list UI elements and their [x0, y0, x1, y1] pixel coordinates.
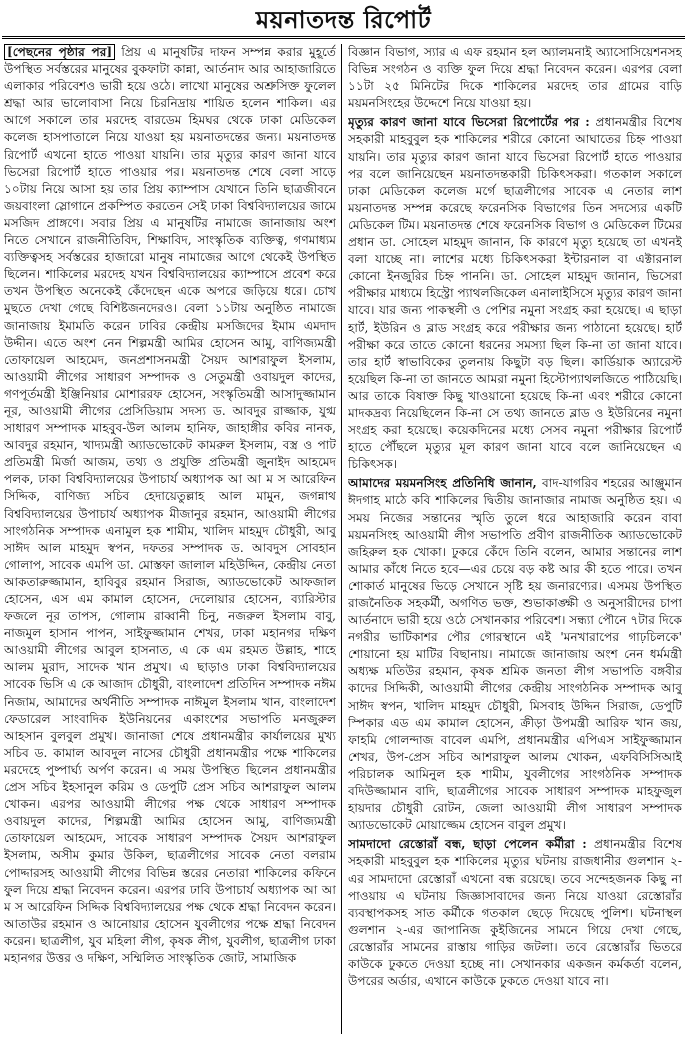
article-paragraph [348, 114, 682, 473]
subhead-kicker: আমাদের ময়মনসিংহ প্রতিনিধি জানান, [348, 476, 537, 491]
continuation-kicker: [পেছনের পৃষ্ঠার পর] [4, 44, 115, 60]
paragraph-text: প্রিয় এ মানুষটির দাফন সম্পন্ন করার মুহূর্তে উপস্থিত সর্বস্তরের মানুষের বুকফাটা কান্না, আর্তনাদ আর আহাজারিতে এলাকার পরিবেশও ভারী হয়ে ওঠে। লাখো মানুষের অশ্রুসিক্ত ফুলেল শ্রদ্ধা আর ভালোবাসা নিয়ে চিরনিদ্রায় শায়িত হলেন শাকিল। এর আগে সকালে তার মরদেহ বারডেম হিমঘর থেকে ঢাকা মেডিকেল কলেজ হাসপাতালে নিয়ে যাওয়া হয় ময়নাতদন্তের জন্য। ময়নাতদন্ত রিপোর্ট এখনো হাতে পাওয়া যায়নি। তার মৃত্যুর কারণ জানা যাবে ভিসেরা রিপোর্ট হাতে পাওয়ার পর। ময়নাতদন্ত শেষে বেলা সাড়ে ১০টায় নিয়ে আসা হয় তার প্রিয় ক্যাম্পাস যেখানে তিনি ছাত্রজীবনে জয়বাংলা স্লোগানে প্রকম্পিত করতেন সেই ঢাকা বিশ্ববিদ্যালয়ের জামে মসজিদ প্রাঙ্গণে। সবার প্রিয় এ মানুষটির নামাজে জানাজায় অংশ নিতে সেখানে রাজনীতিবিদ, শিক্ষাবিদ, সাংস্কৃতিক ব্যক্তিত্ব, গণমাধ্যম ব্যক্তিত্বসহ সর্বস্তরের হাজারো মানুষ নামাজের আগে থেকেই উপস্থিত ছিলেন। শাকিলের মরদেহ যখন বিশ্ববিদ্যালয়ের ক্যাম্পাসে প্রবেশ করে তখন উপস্থিত অনেকেই কেঁদেছেন একে অপরে জড়িয়ে ধরে। চোখ মুছতে দেখা গেছে বিশিষ্টজনদেরও। বেলা ১১টায় অনুষ্ঠিত নামাজে জানাজায় ইমামতি করেন ঢাবির কেন্দ্রীয় মসজিদের ইমাম এমদাদ উদ্দীন। এতে অংশ নেন শিল্পমন্ত্রী আমির হোসেন আমু, বাণিজ্যমন্ত্রী তোফায়েল আহমেদ, জনপ্রশাসনমন্ত্রী সৈয়দ আশরাফুল ইসলাম, আওয়ামী লীগের সাধারণ সম্পাদক ও সেতুমন্ত্রী ওবায়দুল কাদের, গণপূর্তমন্ত্রী ইঞ্জিনিয়ার মোশাররফ হোসেন, সংস্কৃতিমন্ত্রী আসাদুজ্জামান নূর, আওয়ামী লীগের প্রেসিডিয়াম সদস্য ড. আবদুর রাজ্জাক, যুগ্ম সাধারণ সম্পাদক মাহবুব-উল আলম হানিফ, জাহাঙ্গীর কবির নানক, আবদুর রহমান, খাদ্যমন্ত্রী অ্যাডভোকেট কামরুল ইসলাম, বস্ত্র ও পাট প্রতিমন্ত্রী মির্জা আজম, তথ্য ও প্রযুক্তি প্রতিমন্ত্রী জুনাইদ আহমেদ পলক, ঢাকা বিশ্ববিদ্যালয়ের উপাচার্য অধ্যাপক আ আ ম স আরেফিন সিদ্দিক, বাণিজ্য সচিব হেদায়েতুল্লাহ আল মামুন, জগন্নাথ বিশ্ববিদ্যালয়ের উপাচার্য অধ্যাপক মীজানুর রহমান, আওয়ামী লীগের সাংগঠনিক সম্পাদক এনামুল হক শামীম, খালিদ মাহমুদ চৌধুরী, আবু সাঈদ আল মাহমুদ স্বপন, দফতর সম্পাদক ড. আবদুস সোবহান গোলাপ, সাবেক এমপি ডা. মোস্তফা জালাল মহিউদ্দিন, কেন্দ্রীয় নেতা আকতারুজ্জামান, হাবিবুর রহমান সিরাজ, অ্যাডভোকেট আফজাল হোসেন, এস এম কামাল হোসেন, দেলোয়ার হোসেন, ব্যারিস্টার ফজলে নূর তাপস, গোলাম রাব্বানী চিনু, নজরুল ইসলাম বাবু, নাজমুল হাসান পাপন, সাইফুজ্জামান শেখর, ঢাকা মহানগর দক্ষিণ আওয়ামী লীগের আবুল হাসনাত, এ কে এম রহমত উল্লাহ, শাহে আলম মুরাদ, সাদেক খান প্রমুখ। এ ছাড়াও ঢাকা বিশ্ববিদ্যালয়ের সাবেক ভিসি এ কে আজাদ চৌধুরী, বাংলাদেশ প্রতিদিন সম্পাদক নঈম নিজাম, আমাদের অর্থনীতি সম্পাদক নাঈমুল ইসলাম খান, বাংলাদেশ ফেডারেল সাংবাদিক ইউনিয়নের একাংশের সভাপতি মনজুরুল আহসান বুলবুল প্রমুখ। জানাজা শেষে প্রধানমন্ত্রীর কার্যালয়ের মুখ্য সচিব ড. কামাল আবদুল নাসের চৌধুরী প্রধানমন্ত্রীর পক্ষে শাকিলের মরদেহে পুষ্পার্ঘ্য অর্পণ করেন। এ সময় উপস্থিত ছিলেন প্রধানমন্ত্রীর প্রেস সচিব ইহসানুল করিম ও ডেপুটি প্রেস সচিব আশরাফুল আলম খোকন। এরপর আওয়ামী লীগের পক্ষ থেকে সাধারণ সম্পাদক ওবায়দুল কাদের, শিল্পমন্ত্রী আমির হোসেন আমু, বাণিজ্যমন্ত্রী তোফায়েল আহমেদ, সাবেক সাধারণ সম্পাদক সৈয়দ আশরাফুল ইসলাম, অসীম কুমার উকিল, ছাত্রলীগের সাবেক নেতা বলরাম পোদ্দারসহ আওয়ামী লীগের বিভিন্ন স্তরের নেতারা শাকিলের কফিনে ফুল দিয়ে শ্রদ্ধা নিবেদন করেন। এরপর ঢাবি উপাচার্য অধ্যাপক আ আ ম স আরেফিন সিদ্দিক বিশ্ববিদ্যালয়ের পক্ষ থেকে শ্রদ্ধা নিবেদন করেন। আতাউর রহমান ও আনোয়ার হোসেন যুবলীগের পক্ষে শ্রদ্ধা নিবেদন করেন। ছাত্রলীগ, যুব মহিলা লীগ, কৃষক লীগ, যুবলীগ, ছাত্রলীগ ঢাকা মহানগর উত্তর ও দক্ষিণ, সম্মিলিত সাংস্কৃতিক জোট, সামাজিক [4, 45, 336, 965]
article-paragraph [348, 44, 682, 112]
right-column [348, 44, 682, 1034]
article-paragraph [348, 836, 682, 990]
article-paragraph [4, 44, 336, 967]
paragraph-text: বিজ্ঞান বিভাগ, স্যার এ এফ রহমান হল অ্যালমনাই অ্যাসোসিয়েশনসহ বিভিন্ন সংগঠন ও ব্যক্তি ফুল দিয়ে শ্রদ্ধা নিবেদন করেন। এরপর বেলা ১১টা ২৫ মিনিটের দিকে শাকিলের মরদেহ তার গ্রামের বাড়ি ময়মনসিংহের উদ্দেশে নিয়ে যাওয়া হয়। [348, 45, 682, 111]
subhead-kicker: মৃত্যুর কারণ জানা যাবে ভিসেরা রিপোর্টের পর : [348, 115, 590, 130]
subhead-kicker: সামদাদো রেস্তোরাঁ বন্ধ, ছাড়া পেলেন কর্মীরা : [348, 837, 587, 852]
paragraph-text: বাদ-যাগরিব শহরের আঞ্জুমান ঈদগাহ মাঠে কবি শাকিলের দ্বিতীয় জানাজার নামাজ অনুষ্ঠিত হয়। এ সময় নিজের সন্তানের স্মৃতি তুলে ধরে আহাজারি করেন বাবা ময়মনসিংহ আওয়ামী লীগ সভাপতি প্রবীণ রাজনীতিক অ্যাডভোকেট জহিরুল হক খোকা। ঢুকরে কেঁদে তিনি বলেন, আমার সন্তানের লাশ আমার কাঁধে নিতে হবে—এর চেয়ে বড় কষ্ট আর কী হতে পারে। তখন শোকার্ত মানুষের ভিড়ে সেখানে সৃষ্টি হয় জনারণ্যের। এসময় উপস্থিত রাজনৈতিক সহকর্মী, অগণিত ভক্ত, শুভাকাঙ্ক্ষী ও অনুসারীদের চাপা আর্তনাদে ভারী হয়ে ওঠে সেখানকার পরিবেশ। সন্ধ্যা পৌনে ৭টার দিকে নগরীর ভাটিকাশর পৌর গোরস্থানে এই 'মনখারাপের গাঢ়চিলকে' শোয়ানো হয় মাটির বিছানায়। নামাজে জানাজায় অংশ নেন ধর্মমন্ত্রী অধ্যক্ষ মতিউর রহমান, কৃষক শ্রমিক জনতা লীগ সভাপতি বঙ্গবীর কাদের সিদ্দিকী, আওয়ামী লীগের কেন্দ্রীয় সাংগঠনিক সম্পাদক আবু সাঈদ স্বপন, খালিদ মাহমুদ চৌধুরী, মিসবাহ উদ্দিন সিরাজ, ডেপুটি স্পিকার এড এম কামাল হোসেন, ক্রীড়া উপমন্ত্রী আরিফ খান জয়, ফাহমি গোলন্দাজ বাবেল এমপি, প্রধানমন্ত্রীর এপিএস সাইফুজ্জামান শেখর, উপ-প্রেস সচিব আশরাফুল আলম খোকন, এফবিসিসিআই পরিচালক আমিনুল হক শামীম, যুবলীগের সাংগঠনিক সম্পাদক বদিউজ্জামান বাদি, ছাত্রলীগের সাবেক সাধারণ সম্পাদক মাহফুজুল হায়দার চৌধুরী রোটন, জেলা আওয়ামী লীগ সাধারণ সম্পাদক অ্যাডভোকেট মোয়াজ্জেম হোসেন বাবুল প্রমুখ। [348, 476, 682, 833]
paragraph-text: প্রধানমন্ত্রীর বিশেষ সহকারী মাহবুবুল হক শাকিলের মৃত্যুর ঘটনায় রাজধানীর গুলশান ২-এর সামদাদো রেস্তোরাঁ এখনো বন্ধ রয়েছে। তবে সন্দেহজনক কিছু না পাওয়ায় এ ঘটনায় জিজ্ঞাসাবাদের জন্য নিয়ে যাওয়া রেস্তোরাঁর ব্যবস্থাপকসহ সাত কর্মীকে গতকাল ছেড়ে দিয়েছে পুলিশ। ঘটনাস্থল গুলশান ২-এর জাপানিজ কুইজিনের সামনে গিয়ে দেখা গেছে, রেস্তোরাঁর সামনের রাস্তায় গাড়ির জটলা। তবে রেস্তোরাঁর ভিতরে কাউকে ঢুকতে দেওয়া হচ্ছে না। সেখানকার একজন কর্মকর্তা বলেন, উপরের অর্ডার, এখানে কাউকে ঢুকতে দেওয়া যাবে না। [348, 837, 682, 989]
article-paragraph [348, 475, 682, 834]
paragraph-text: প্রধানমন্ত্রীর বিশেষ সহকারী মাহবুবুল হক শাকিলের শরীরে কোনো আঘাতের চিহ্ন পাওয়া যায়নি। তার মৃত্যুর কারণ জানা যাবে ভিসেরা রিপোর্ট হাতে পাওয়ার পর বলে জানিয়েছেন ময়নাতদন্তকারী চিকিৎসকরা। গতকাল সকালে ঢাকা মেডিকেল কলেজ মর্গে ছাত্রলীগের সাবেক এ নেতার লাশ ময়নাতদন্ত সম্পন্ন করেছে ফরেনসিক বিভাগের তিন সদস্যের একটি মেডিকেল টিম। ময়নাতদন্ত শেষে ফরেনসিক বিভাগ ও মেডিকেল টিমের প্রধান ডা. সোহেল মাহমুদ জানান, কি কারণে মৃত্যু হয়েছে তা এখনই বলা যাচ্ছে না। লাশের মধ্যে চিকিৎসকরা ইন্টারনাল বা এক্টারনাল কোনো ইনজুরির চিহ্ন পাননি। ডা. সোহেল মাহমুদ জানান, ভিসেরা পরীক্ষার মাধ্যমে হিস্ট্রো প্যাথলজিকেল এনালাইসিসে মৃত্যুর কারণ জানা যাবে। যার জন্য পাকস্থলী ও পেশির নমুনা সংগ্রহ করা হয়েছে। এ ছাড়া হার্ট, ইউরিন ও ব্লাড সংগ্রহ করে পরীক্ষার জন্য পাঠানো হয়েছে। হার্ট পরীক্ষা করে তাতে কোনো ধরনের সমস্যা ছিল কি-না তা জানা যাবে। তার হার্ট স্বাভাবিকের তুলনায় কিছুটা বড় ছিল। কার্ডিয়াক অ্যারেস্ট হয়েছিল কি-না তা জানতে আমরা নমুনা হিস্টোপ্যাথলজিতে পাঠিয়েছি। আর তাকে বিষাক্ত কিছু খাওয়ানো হয়েছে কি-না এবং শরীরে কোনো মাদকদ্রব্য নিয়েছিলেন কি-না সে তথ্য জানতে ব্লাড ও ইউরিনের নমুনা সংগ্রহ করা হয়েছে। কয়েকদিনের মধ্যে সেসব নমুনা পরীক্ষার রিপোর্ট হাতে পৌঁছলে মৃত্যুর মূল কারণ জানা যাবে বলে জানিয়েছেন এ চিকিৎসক। [348, 115, 682, 472]
headline-rule [2, 36, 685, 39]
left-column [4, 44, 336, 1034]
column-divider [341, 44, 342, 1034]
headline: ময়নাতদন্ত রিপোর্ট [255, 5, 432, 34]
